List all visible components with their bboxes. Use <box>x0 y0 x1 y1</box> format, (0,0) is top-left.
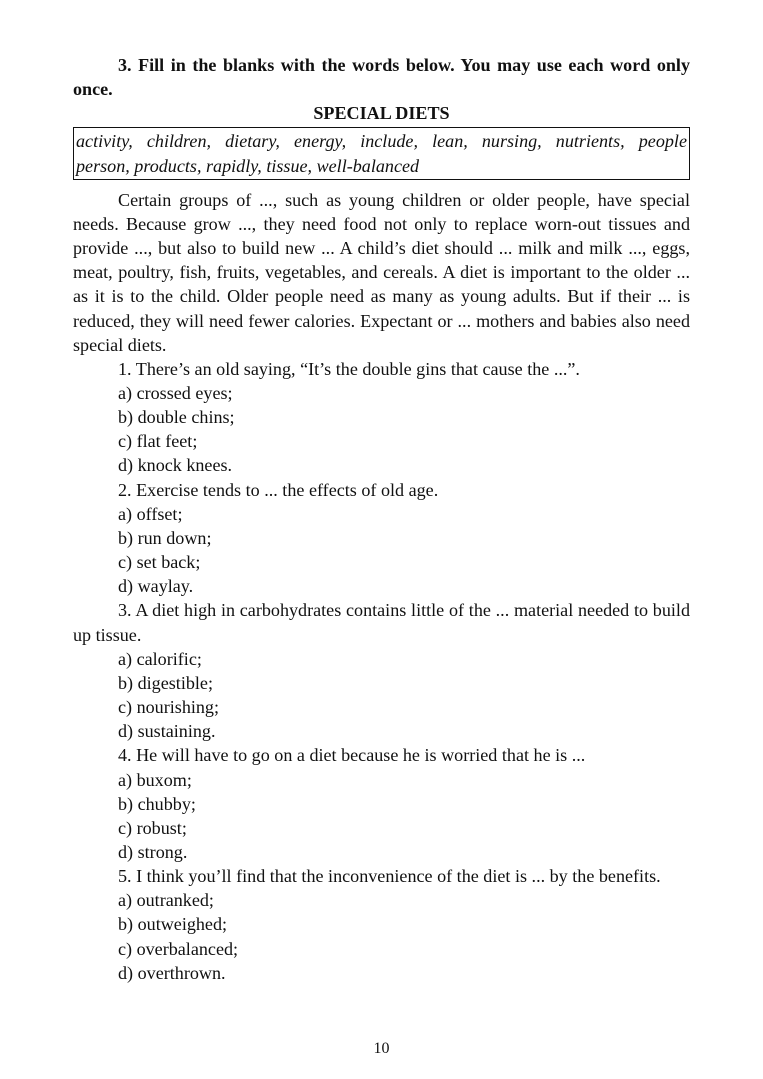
question-block <box>73 864 690 985</box>
task-heading: 3. Fill in the blanks with the words below. You may use each word only once. <box>73 55 690 100</box>
answer-option: c) flat feet; <box>118 431 198 452</box>
word-bank-line-1: activity, children, dietary, energy, include, lean, nursing, nutrients, people <box>76 131 687 152</box>
answer-option: c) overbalanced; <box>118 938 239 959</box>
answer-option: a) crossed eyes; <box>118 383 233 404</box>
question-block <box>73 598 690 743</box>
passage-text: Certain groups of ..., such as young children or older people, have special needs. Because grow ..., they need food not only to replace worn-out tissues and provide ..., but also to build new ... A child’s diet should ... milk and milk ..., eggs, meat, poultry, fish, fruits, vegetables, and cereals. A diet is important to the older ... as it is to the child. Older people need as many as young adults. But if their ... is reduced, they will need fewer calories. Expectant or ... mothers and babies also need special diets. <box>73 189 690 355</box>
question-stem: 3. A diet high in carbohydrates contains little of the ... material needed to build up tissue. <box>73 600 690 645</box>
answer-option: d) strong. <box>118 841 188 862</box>
answer-option: d) overthrown. <box>118 962 226 983</box>
question-block <box>73 743 690 864</box>
question-stem: 4. He will have to go on a diet because he is worried that he is ... <box>118 745 586 766</box>
question-block <box>73 478 690 599</box>
answer-option: b) outweighed; <box>118 914 228 935</box>
document-page <box>73 53 690 985</box>
answer-option: b) digestible; <box>118 672 213 693</box>
answer-option: b) double chins; <box>118 407 235 428</box>
question-block <box>73 357 690 478</box>
answer-option: b) run down; <box>118 527 212 548</box>
answer-option: c) set back; <box>118 552 201 573</box>
question-stem: 1. There’s an old saying, “It’s the double gins that cause the ...”. <box>118 358 580 379</box>
question-stem: 5. I think you’ll find that the inconvenience of the diet is ... by the benefits. <box>118 866 661 887</box>
word-bank-box <box>73 127 690 179</box>
answer-option: b) chubby; <box>118 793 196 814</box>
page-number: 10 <box>373 1040 390 1057</box>
question-stem: 2. Exercise tends to ... the effects of old age. <box>118 479 439 500</box>
answer-option: a) buxom; <box>118 769 192 790</box>
answer-option: d) waylay. <box>118 576 194 597</box>
word-bank-line-2: person, products, rapidly, tissue, well-balanced <box>76 155 420 176</box>
answer-option: c) robust; <box>118 817 187 838</box>
section-title: SPECIAL DIETS <box>313 103 450 124</box>
answer-option: a) calorific; <box>118 648 202 669</box>
answer-option: d) knock knees. <box>118 455 233 476</box>
answer-option: c) nourishing; <box>118 697 220 718</box>
answer-option: d) sustaining. <box>118 721 216 742</box>
answer-option: a) offset; <box>118 503 183 524</box>
answer-option: a) outranked; <box>118 890 214 911</box>
